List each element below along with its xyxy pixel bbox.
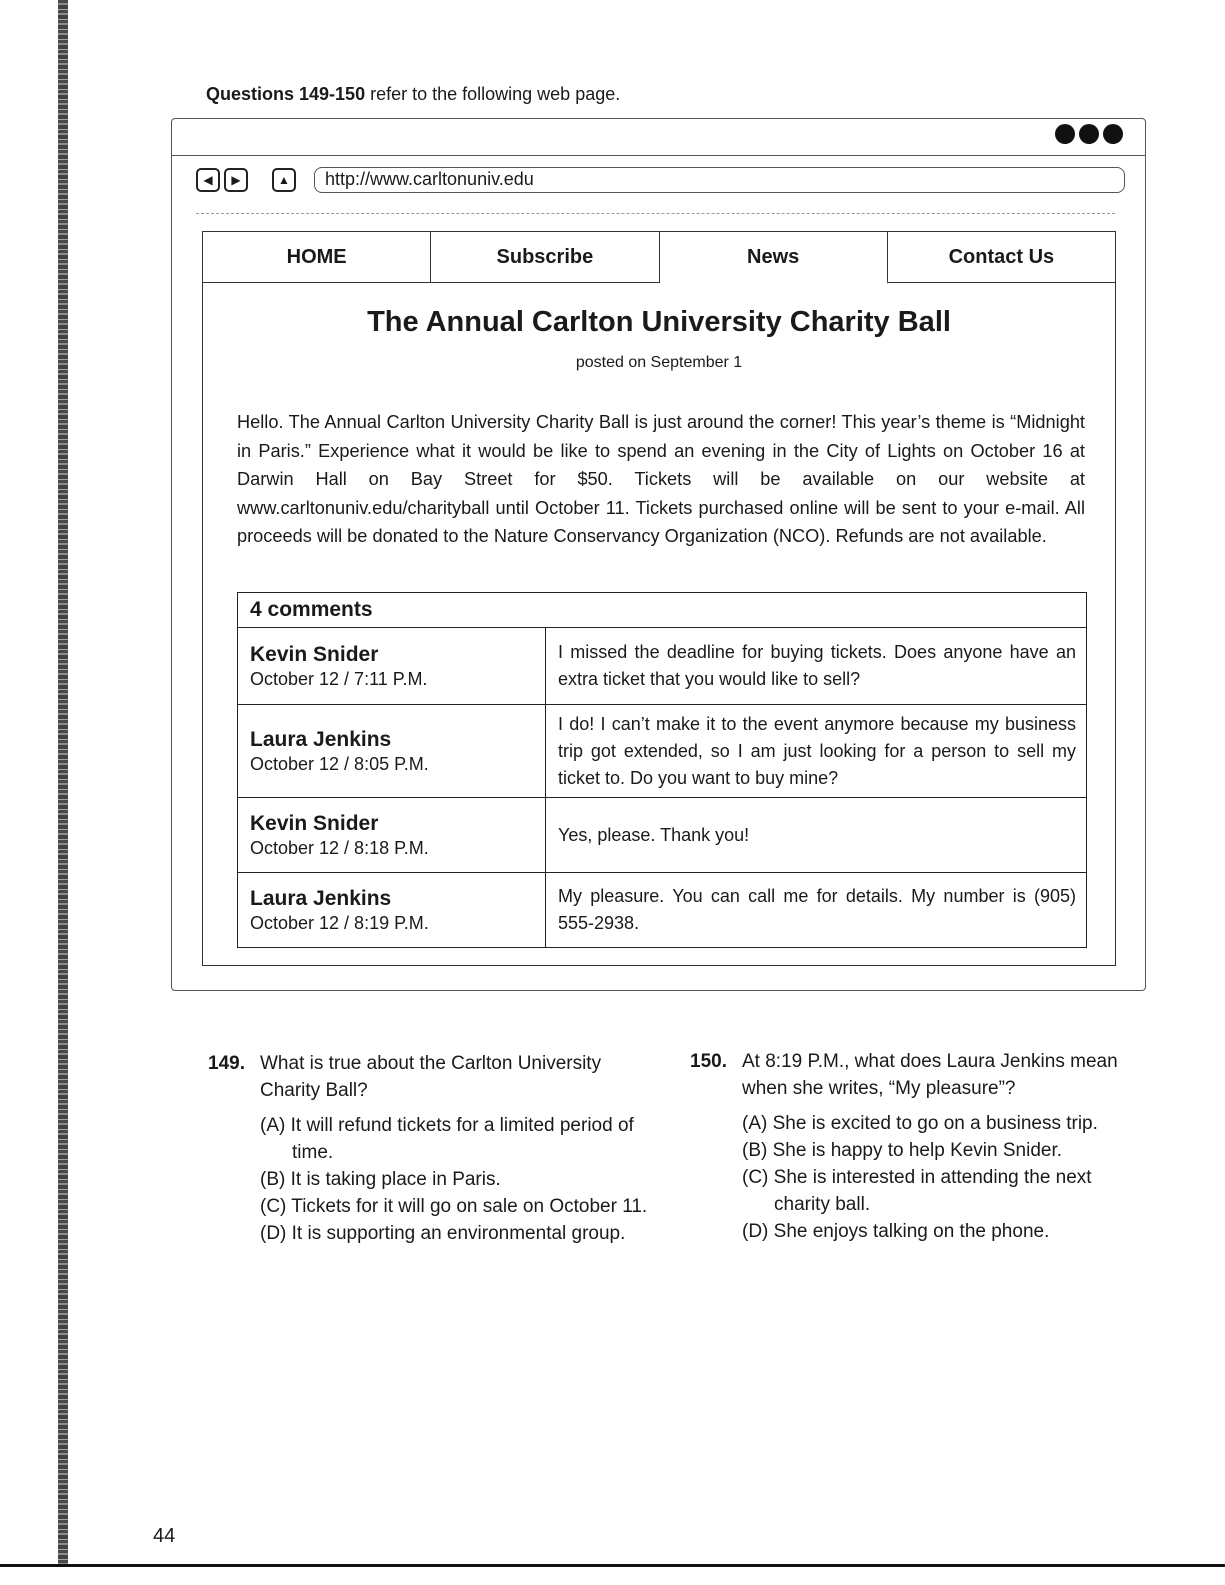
question-number: 150.: [690, 1051, 727, 1072]
page-bottom-edge: [0, 1564, 1225, 1567]
question-number: 149.: [208, 1053, 245, 1074]
option-c[interactable]: (C) She is interested in attending the next charity ball.: [742, 1167, 1092, 1215]
window-controls: [1055, 124, 1123, 144]
comments-count: 4 comments: [238, 593, 1086, 628]
article-body: Hello. The Annual Carlton University Charity Ball is just around the corner! This year’s theme is “Midnight in Paris.” Experience what it would be like to spend an evening in the City of Lights on October 16 at Darwin Hall on Bay Street for $50. Tickets will be available on our website at www.carltonuniv.edu/charityball until October 11. Tickets purchased online will be sent to your e-mail. All proceeds will be donated to the Nature Conservancy Organization (NCO). Refunds are not available.: [237, 412, 1085, 547]
option-b[interactable]: (B) She is happy to help Kevin Snider.: [742, 1140, 1063, 1161]
comment-row: [238, 873, 1086, 947]
menu-home[interactable]: HOME: [203, 232, 431, 282]
comment-text: I do! I can’t make it to the event anymore because my business trip got extended, so I am just looking for a person to sell my ticket to. Do you want to buy mine?: [558, 713, 1076, 788]
questions-range: Questions 149-150: [206, 84, 366, 104]
browser-titlebar: [172, 119, 1145, 156]
comment-text: I missed the deadline for buying tickets. Does anyone have an extra ticket that you would like to sell?: [558, 642, 1076, 689]
comments-table: [237, 592, 1087, 948]
menu-contact-us[interactable]: Contact Us: [888, 232, 1115, 282]
window-dot-icon[interactable]: [1079, 124, 1099, 144]
comment-date: October 12 / 7:11 P.M.: [250, 668, 428, 689]
question-text: At 8:19 P.M., what does Laura Jenkins mean when she writes, “My pleasure”?: [742, 1051, 1118, 1099]
comment-meta: [238, 798, 546, 872]
page-number: 44: [153, 1525, 176, 1547]
browser-navbar: [196, 163, 1125, 197]
comment-row: [238, 628, 1086, 705]
option-d[interactable]: (D) She enjoys talking on the phone.: [742, 1221, 1050, 1242]
home-icon[interactable]: ▲: [272, 168, 296, 192]
option-a[interactable]: (A) She is excited to go on a business trip.: [742, 1113, 1098, 1134]
window-dot-icon[interactable]: [1055, 124, 1075, 144]
comment-date: October 12 / 8:05 P.M.: [250, 753, 429, 774]
comment-text: My pleasure. You can call me for details. My number is (905) 555-2938.: [558, 886, 1076, 933]
answer-options: [260, 1112, 648, 1247]
option-d[interactable]: (D) It is supporting an environmental group.: [260, 1223, 626, 1244]
menu-news[interactable]: News: [660, 232, 888, 284]
menu-subscribe[interactable]: Subscribe: [431, 232, 659, 282]
book-spine-edge: [58, 0, 68, 1565]
article-title: The Annual Carlton University Charity Ball: [367, 306, 951, 338]
comment-date: October 12 / 8:19 P.M.: [250, 912, 429, 933]
option-b[interactable]: (B) It is taking place in Paris.: [260, 1169, 501, 1190]
posted-date: posted on September 1: [575, 354, 743, 371]
site-menu: [203, 232, 1115, 283]
comment-author: Kevin Snider: [250, 642, 379, 666]
browser-window: [171, 118, 1146, 991]
option-a[interactable]: (A) It will refund tickets for a limited period of time.: [260, 1115, 634, 1163]
comment-text: Yes, please. Thank you!: [558, 824, 750, 845]
question-149: [208, 1050, 648, 1247]
questions-intro: [206, 84, 620, 105]
comment-date: October 12 / 8:18 P.M.: [250, 837, 429, 858]
option-c[interactable]: (C) Tickets for it will go on sale on October 11.: [260, 1196, 648, 1217]
back-arrow-icon[interactable]: ◀: [196, 168, 220, 192]
comment-row: [238, 705, 1086, 798]
divider: [196, 213, 1115, 214]
comment-row: [238, 798, 1086, 873]
address-bar[interactable]: http://www.carltonuniv.edu: [314, 167, 1125, 193]
forward-arrow-icon[interactable]: ▶: [224, 168, 248, 192]
question-150: [690, 1048, 1130, 1245]
question-text: What is true about the Carlton University Charity Ball?: [260, 1053, 602, 1101]
window-dot-icon[interactable]: [1103, 124, 1123, 144]
website-content: [202, 231, 1116, 966]
comment-author: Laura Jenkins: [250, 886, 392, 910]
answer-options: [742, 1110, 1130, 1245]
comment-meta: [238, 705, 546, 797]
comment-author: Laura Jenkins: [250, 727, 392, 751]
comment-meta: [238, 628, 546, 704]
comment-author: Kevin Snider: [250, 811, 379, 835]
comment-meta: [238, 873, 546, 947]
intro-text: refer to the following web page.: [365, 84, 621, 104]
